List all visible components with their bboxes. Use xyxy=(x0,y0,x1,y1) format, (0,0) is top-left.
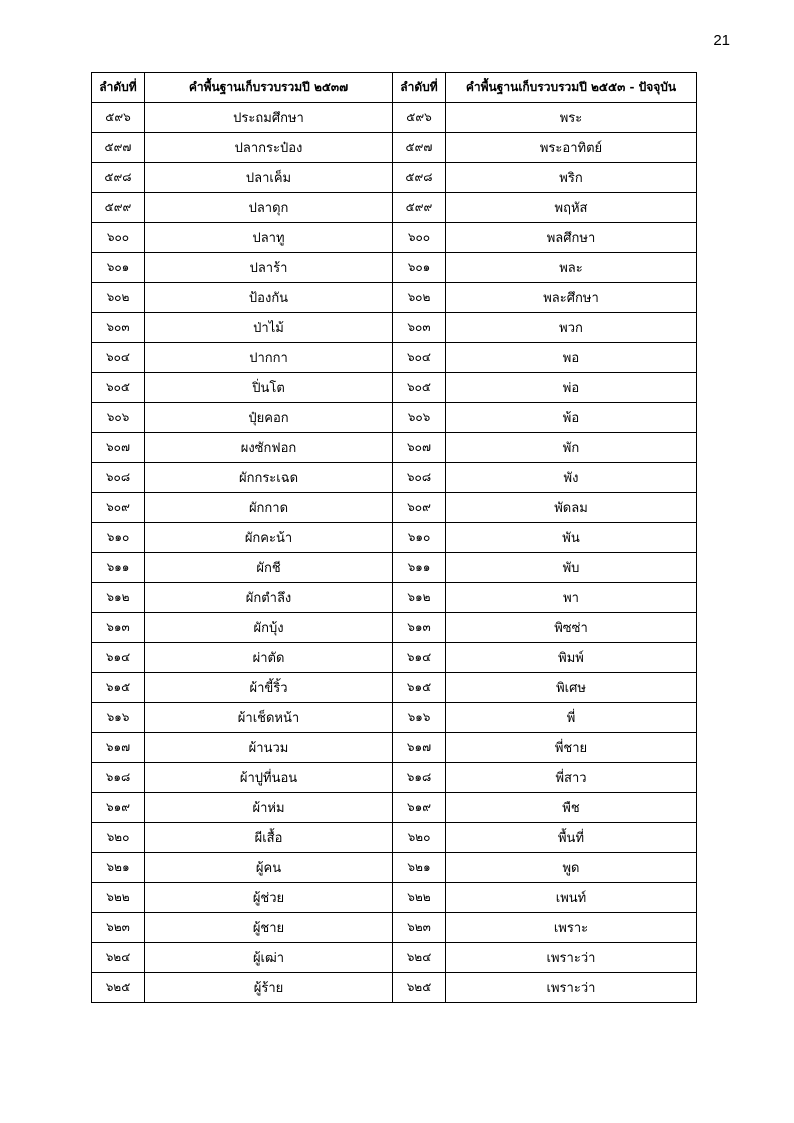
word-2010-present: พา xyxy=(446,583,697,613)
word-2010-present: พระอาทิตย์ xyxy=(446,133,697,163)
order-number-1997: ๖๒๔ xyxy=(92,943,145,973)
order-number-2010: ๖๑๘ xyxy=(393,763,446,793)
order-number-1997: ๖๑๑ xyxy=(92,553,145,583)
word-1997: ป่าไม้ xyxy=(145,313,393,343)
table-header-row xyxy=(92,73,697,103)
order-number-2010: ๕๙๗ xyxy=(393,133,446,163)
word-1997: ผ้านวม xyxy=(145,733,393,763)
order-number-2010: ๖๐๙ xyxy=(393,493,446,523)
word-2010-present: พ่อ xyxy=(446,373,697,403)
word-2010-present: พระ xyxy=(446,103,697,133)
table-row xyxy=(92,943,697,973)
table-row xyxy=(92,733,697,763)
word-1997: ปลาทู xyxy=(145,223,393,253)
order-number-1997: ๖๐๙ xyxy=(92,493,145,523)
table-row xyxy=(92,403,697,433)
word-1997: ผู้เฒ่า xyxy=(145,943,393,973)
order-number-1997: ๕๙๖ xyxy=(92,103,145,133)
order-number-2010: ๖๑๙ xyxy=(393,793,446,823)
table-row xyxy=(92,343,697,373)
table-row xyxy=(92,523,697,553)
order-number-2010: ๖๐๐ xyxy=(393,223,446,253)
order-number-1997: ๖๐๗ xyxy=(92,433,145,463)
table-row xyxy=(92,433,697,463)
order-number-1997: ๖๒๒ xyxy=(92,883,145,913)
word-2010-present: พอ xyxy=(446,343,697,373)
word-2010-present: พัน xyxy=(446,523,697,553)
order-number-1997: ๖๑๕ xyxy=(92,673,145,703)
table-row xyxy=(92,763,697,793)
word-2010-present: เพนท์ xyxy=(446,883,697,913)
order-number-2010: ๖๒๒ xyxy=(393,883,446,913)
word-1997: ผู้ร้าย xyxy=(145,973,393,1003)
word-2010-present: พัง xyxy=(446,463,697,493)
word-1997: ผีเสื้อ xyxy=(145,823,393,853)
order-number-1997: ๖๑๐ xyxy=(92,523,145,553)
word-2010-present: พับ xyxy=(446,553,697,583)
word-2010-present: พิมพ์ xyxy=(446,643,697,673)
table-row xyxy=(92,223,697,253)
order-number-1997: ๖๒๑ xyxy=(92,853,145,883)
word-1997: ผ้าเช็ดหน้า xyxy=(145,703,393,733)
table-row xyxy=(92,973,697,1003)
table-row xyxy=(92,673,697,703)
order-number-1997: ๖๑๖ xyxy=(92,703,145,733)
word-2010-present: พิเศษ xyxy=(446,673,697,703)
order-number-2010: ๖๑๔ xyxy=(393,643,446,673)
table-row xyxy=(92,493,697,523)
header-order-2010: ลำดับที่ xyxy=(393,73,446,103)
order-number-2010: ๖๑๓ xyxy=(393,613,446,643)
table-row xyxy=(92,853,697,883)
order-number-2010: ๖๑๑ xyxy=(393,553,446,583)
word-1997: ปลาดุก xyxy=(145,193,393,223)
order-number-1997: ๖๑๒ xyxy=(92,583,145,613)
word-2010-present: พี่ชาย xyxy=(446,733,697,763)
order-number-2010: ๖๑๐ xyxy=(393,523,446,553)
table-row xyxy=(92,163,697,193)
order-number-1997: ๖๑๔ xyxy=(92,643,145,673)
word-1997: ประถมศึกษา xyxy=(145,103,393,133)
order-number-2010: ๖๐๗ xyxy=(393,433,446,463)
order-number-2010: ๖๐๒ xyxy=(393,283,446,313)
table-row xyxy=(92,193,697,223)
word-1997: ผ่าตัด xyxy=(145,643,393,673)
word-1997: ผักชี xyxy=(145,553,393,583)
word-2010-present: พี่ xyxy=(446,703,697,733)
order-number-1997: ๖๑๓ xyxy=(92,613,145,643)
order-number-1997: ๖๐๒ xyxy=(92,283,145,313)
word-2010-present: พูด xyxy=(446,853,697,883)
order-number-2010: ๖๑๗ xyxy=(393,733,446,763)
table-body xyxy=(92,103,697,1003)
word-1997: ผักบุ้ง xyxy=(145,613,393,643)
table-row xyxy=(92,103,697,133)
word-2010-present: พฤหัส xyxy=(446,193,697,223)
word-1997: ผ้าปูที่นอน xyxy=(145,763,393,793)
order-number-1997: ๖๒๓ xyxy=(92,913,145,943)
order-number-1997: ๕๙๗ xyxy=(92,133,145,163)
order-number-1997: ๖๑๙ xyxy=(92,793,145,823)
table-row xyxy=(92,793,697,823)
order-number-2010: ๖๒๔ xyxy=(393,943,446,973)
order-number-1997: ๖๐๑ xyxy=(92,253,145,283)
word-list-table xyxy=(91,72,697,1003)
order-number-2010: ๖๑๕ xyxy=(393,673,446,703)
word-1997: ผักตำลึง xyxy=(145,583,393,613)
order-number-1997: ๖๐๘ xyxy=(92,463,145,493)
order-number-2010: ๖๑๒ xyxy=(393,583,446,613)
word-1997: ผักคะน้า xyxy=(145,523,393,553)
word-1997: ผักกระเฉด xyxy=(145,463,393,493)
table-row xyxy=(92,823,697,853)
word-2010-present: พละศึกษา xyxy=(446,283,697,313)
order-number-2010: ๕๙๘ xyxy=(393,163,446,193)
word-2010-present: พ้อ xyxy=(446,403,697,433)
word-1997: ผู้ช่วย xyxy=(145,883,393,913)
word-1997: ปลากระป๋อง xyxy=(145,133,393,163)
order-number-2010: ๖๐๖ xyxy=(393,403,446,433)
order-number-2010: ๖๐๑ xyxy=(393,253,446,283)
order-number-1997: ๖๐๖ xyxy=(92,403,145,433)
order-number-2010: ๖๒๑ xyxy=(393,853,446,883)
word-2010-present: พวก xyxy=(446,313,697,343)
order-number-1997: ๕๙๘ xyxy=(92,163,145,193)
header-order-1997: ลำดับที่ xyxy=(92,73,145,103)
order-number-2010: ๖๐๕ xyxy=(393,373,446,403)
order-number-1997: ๖๐๓ xyxy=(92,313,145,343)
order-number-2010: ๖๐๔ xyxy=(393,343,446,373)
order-number-2010: ๖๐๓ xyxy=(393,313,446,343)
order-number-2010: ๖๐๘ xyxy=(393,463,446,493)
order-number-1997: ๖๒๕ xyxy=(92,973,145,1003)
header-words-2010-present: คำพื้นฐานเก็บรวบรวมปี ๒๕๕๓ - ปัจจุบัน xyxy=(446,73,697,103)
word-1997: ผ้าขี้ริ้ว xyxy=(145,673,393,703)
table-row xyxy=(92,463,697,493)
word-1997: ผู้คน xyxy=(145,853,393,883)
order-number-1997: ๖๑๗ xyxy=(92,733,145,763)
order-number-2010: ๖๑๖ xyxy=(393,703,446,733)
order-number-1997: ๖๐๔ xyxy=(92,343,145,373)
word-1997: ปิ่นโต xyxy=(145,373,393,403)
word-2010-present: พัก xyxy=(446,433,697,463)
table-row xyxy=(92,553,697,583)
order-number-2010: ๖๒๓ xyxy=(393,913,446,943)
table-row xyxy=(92,373,697,403)
order-number-2010: ๖๒๕ xyxy=(393,973,446,1003)
word-2010-present: เพราะว่า xyxy=(446,943,697,973)
word-1997: ปุ๋ยคอก xyxy=(145,403,393,433)
word-2010-present: พละ xyxy=(446,253,697,283)
word-1997: ปากกา xyxy=(145,343,393,373)
page-number: 21 xyxy=(713,32,730,49)
word-1997: ปลาร้า xyxy=(145,253,393,283)
table-row xyxy=(92,913,697,943)
table-row xyxy=(92,643,697,673)
table-row xyxy=(92,883,697,913)
word-2010-present: พริก xyxy=(446,163,697,193)
order-number-2010: ๕๙๙ xyxy=(393,193,446,223)
table-row xyxy=(92,253,697,283)
table-row xyxy=(92,613,697,643)
header-words-1997: คำพื้นฐานเก็บรวบรวมปี ๒๕๓๗ xyxy=(145,73,393,103)
word-2010-present: พื้นที่ xyxy=(446,823,697,853)
table-row xyxy=(92,703,697,733)
table-row xyxy=(92,583,697,613)
order-number-2010: ๕๙๖ xyxy=(393,103,446,133)
word-2010-present: เพราะ xyxy=(446,913,697,943)
order-number-1997: ๖๐๕ xyxy=(92,373,145,403)
order-number-2010: ๖๒๐ xyxy=(393,823,446,853)
table-row xyxy=(92,313,697,343)
word-2010-present: พี่สาว xyxy=(446,763,697,793)
word-2010-present: พัดลม xyxy=(446,493,697,523)
word-2010-present: เพราะว่า xyxy=(446,973,697,1003)
word-1997: ป้องกัน xyxy=(145,283,393,313)
word-2010-present: พลศึกษา xyxy=(446,223,697,253)
table-row xyxy=(92,283,697,313)
word-2010-present: พิซซ่า xyxy=(446,613,697,643)
word-1997: ผ้าห่ม xyxy=(145,793,393,823)
word-1997: ผักกาด xyxy=(145,493,393,523)
word-1997: ปลาเค็ม xyxy=(145,163,393,193)
table-row xyxy=(92,133,697,163)
word-2010-present: พืช xyxy=(446,793,697,823)
word-1997: ผู้ชาย xyxy=(145,913,393,943)
order-number-1997: ๖๒๐ xyxy=(92,823,145,853)
word-1997: ผงซักฟอก xyxy=(145,433,393,463)
order-number-1997: ๖๐๐ xyxy=(92,223,145,253)
order-number-1997: ๕๙๙ xyxy=(92,193,145,223)
order-number-1997: ๖๑๘ xyxy=(92,763,145,793)
